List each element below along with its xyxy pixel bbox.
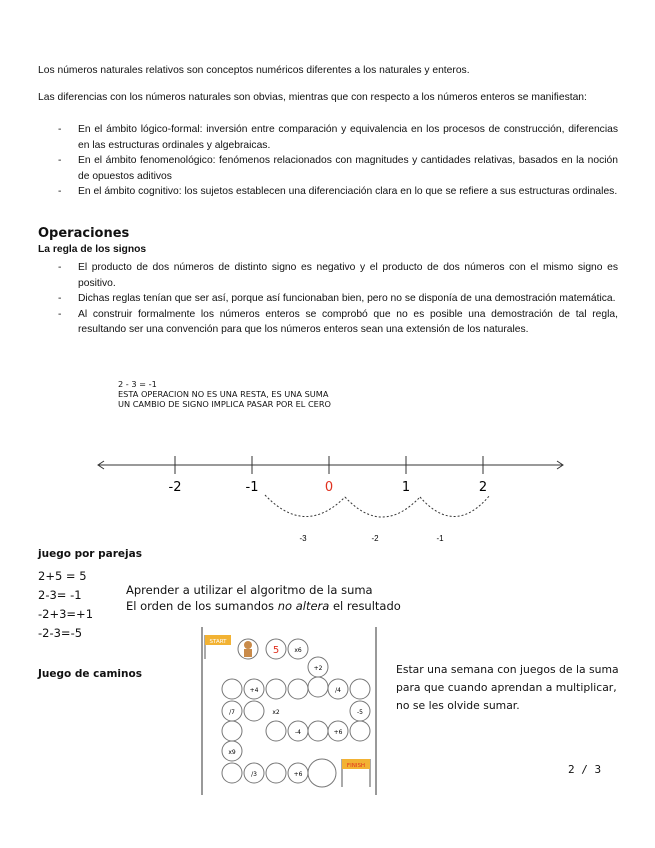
aprender-line: Aprender a utilizar el algoritmo de la suma <box>126 583 373 597</box>
cell-label: +6 <box>293 771 303 778</box>
cell-label: /3 <box>251 771 257 778</box>
cell-label: -4 <box>295 729 301 736</box>
tick-label: -1 <box>245 480 259 495</box>
regla-heading: La regla de los signos <box>38 244 147 255</box>
finish-label: FINISH <box>346 763 366 769</box>
jump-arc <box>420 495 490 517</box>
equation: -2-3=-5 <box>38 626 83 640</box>
cell-label: 5 <box>272 645 280 656</box>
list-item: - En el ámbito fenomenológico: fenómenos relacionados con magnitudes y cantidades relativas, basados en la noción de opuestos aditivos <box>58 155 618 182</box>
jump-arc <box>345 497 420 517</box>
cell-label: x6 <box>294 647 302 654</box>
juego-caminos-heading: Juego de caminos <box>38 668 142 680</box>
page-number: 2 / 3 <box>568 763 602 776</box>
operaciones-heading: Operaciones <box>38 226 130 241</box>
list-item: - En el ámbito lógico-formal: inversión entre comparación y equivalencia en los procesos de construcción, diferencias en las estructuras ordinales y algebraicas. <box>58 124 618 151</box>
jump-arc <box>265 495 345 517</box>
differences-list <box>38 122 618 200</box>
tick-label: 2 <box>478 480 488 495</box>
player-icon <box>244 641 252 649</box>
cell-label: /7 <box>229 709 235 716</box>
cell-label: +4 <box>249 687 259 694</box>
start-label: START <box>209 639 227 645</box>
cell-label: +2 <box>313 665 323 672</box>
list-item: - Al construir formalmente los números enteros se comprobó que no es posible una demostración de tal regla, resultando ser una convención para que los números enteros sean una extensión de los naturales. <box>58 308 618 335</box>
jump-label: -3 <box>299 534 307 543</box>
cell-label: x2 <box>272 709 280 716</box>
list-item: - En el ámbito cognitivo: los sujetos establecen una diferenciación clara en lo que se refiere a sus estructuras ordinales. <box>58 186 618 197</box>
number-line <box>90 445 570 545</box>
board-note: 2 - 3 = -1 <box>118 379 157 389</box>
board-game <box>200 627 380 797</box>
board-note: UN CAMBIO DE SIGNO IMPLICA PASAR POR EL CERO <box>118 399 331 409</box>
juego-parejas-heading: juego por parejas <box>38 548 142 560</box>
jump-label: -1 <box>436 534 444 543</box>
cell-label: x9 <box>228 749 236 756</box>
tick-label: -2 <box>168 480 182 495</box>
equation: 2-3= -1 <box>38 588 82 602</box>
tick-label: 1 <box>401 480 411 495</box>
aprender-line-2: El orden de los sumandos no altera el resultado <box>126 599 401 613</box>
board-note: ESTA OPERACION NO ES UNA RESTA, ES UNA SUMA <box>118 389 329 399</box>
equation: -2+3=+1 <box>38 607 94 621</box>
cell-label: -5 <box>357 709 363 716</box>
regla-list <box>38 260 618 338</box>
equation: 2+5 = 5 <box>38 569 87 583</box>
differences-intro: Las diferencias con los números naturales son obvias, mientras que con respecto a los números enteros se manifiestan: <box>38 92 587 103</box>
list-item: - El producto de dos números de distinto signo es negativo y el producto de dos números con el mismo signo es positivo. <box>58 262 618 289</box>
list-item: - Dichas reglas tenían que ser así, porque así funcionaban bien, pero no se disponía de una demostración matemática. <box>58 293 616 304</box>
cell-label: /4 <box>335 687 341 694</box>
intro-paragraph: Los números naturales relativos son conceptos numéricos diferentes a los naturales y enteros. <box>38 65 470 76</box>
cell-label: +6 <box>333 729 343 736</box>
jump-label: -2 <box>371 534 379 543</box>
tick-label-zero: 0 <box>324 480 334 495</box>
estar-note: Estar una semana con juegos de la suma para que cuando aprendan a multiplicar, no se les olvide sumar. <box>396 663 619 712</box>
